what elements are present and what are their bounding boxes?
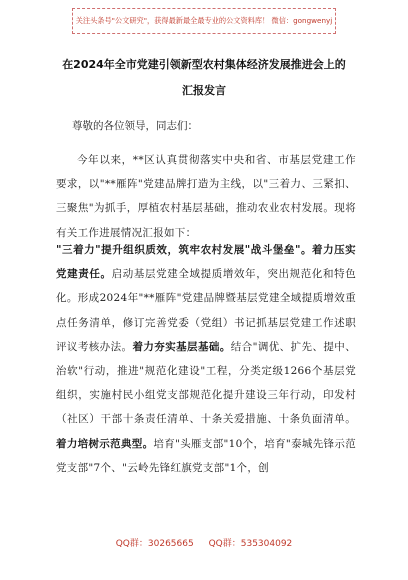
- item2-text: 结合"调优、扩先、提中、治软"行动，推进"规范化建设"工程，分类定级1266个基层党组织，实施村民小组党支部规范化提升建设三年行动，印发村（社区）干部十条责任清单、十条关爱措施、十条负面清单。: [56, 340, 357, 426]
- footer: [0, 536, 408, 549]
- body-paragraph: [56, 238, 356, 480]
- section-heading: "三着力"提升组织质效，筑牢农村发展"战斗堡垒"。: [56, 244, 313, 256]
- item1-text: 启动基层党建全域提质增效年，突出规范化和特色化。形成2024年"**雁阵"党建品牌暨基层党建全域提质增效重点任务清单，修订完善党委（党组）书记抓基层党建工作述职评议考核办法。: [56, 268, 357, 353]
- document-title: 在2024年全市党建引领新型农村集体经济发展推进会上的: [62, 58, 346, 71]
- item3-text: 培育"头雁支部"10个，培育"泰城先锋示范党支部"7个、"云岭先锋红旗党支部"1个，创: [56, 437, 356, 474]
- promo-banner: 关注头条号"公文研究"，获得最新最全最专业的公文资料库！ 微信：gongwenyj: [72, 8, 336, 34]
- intro-paragraph: 今年以来，**区认真贯彻落实中央和省、市基层党建工作要求，以"**雁阵"党建品牌打造为主线，以"三着力、三紧扣、三聚焦"为抓手，厚植农村基层基础，推动农业农村发展。现将有关工作进展情况汇报如下：: [56, 154, 356, 239]
- document-title-line2: 汇报发言: [182, 84, 226, 97]
- item2-heading: 着力夯实基层基础。: [132, 340, 231, 353]
- qq-group-1: QQ群：30265665: [115, 539, 194, 549]
- item3-heading: 着力培树示范典型。: [56, 437, 154, 450]
- qq-group-2: QQ群：535304092: [208, 539, 293, 549]
- item1-heading: 着力压实党建责任。: [56, 244, 356, 281]
- greeting: 尊敬的各位领导，同志们：: [72, 120, 198, 132]
